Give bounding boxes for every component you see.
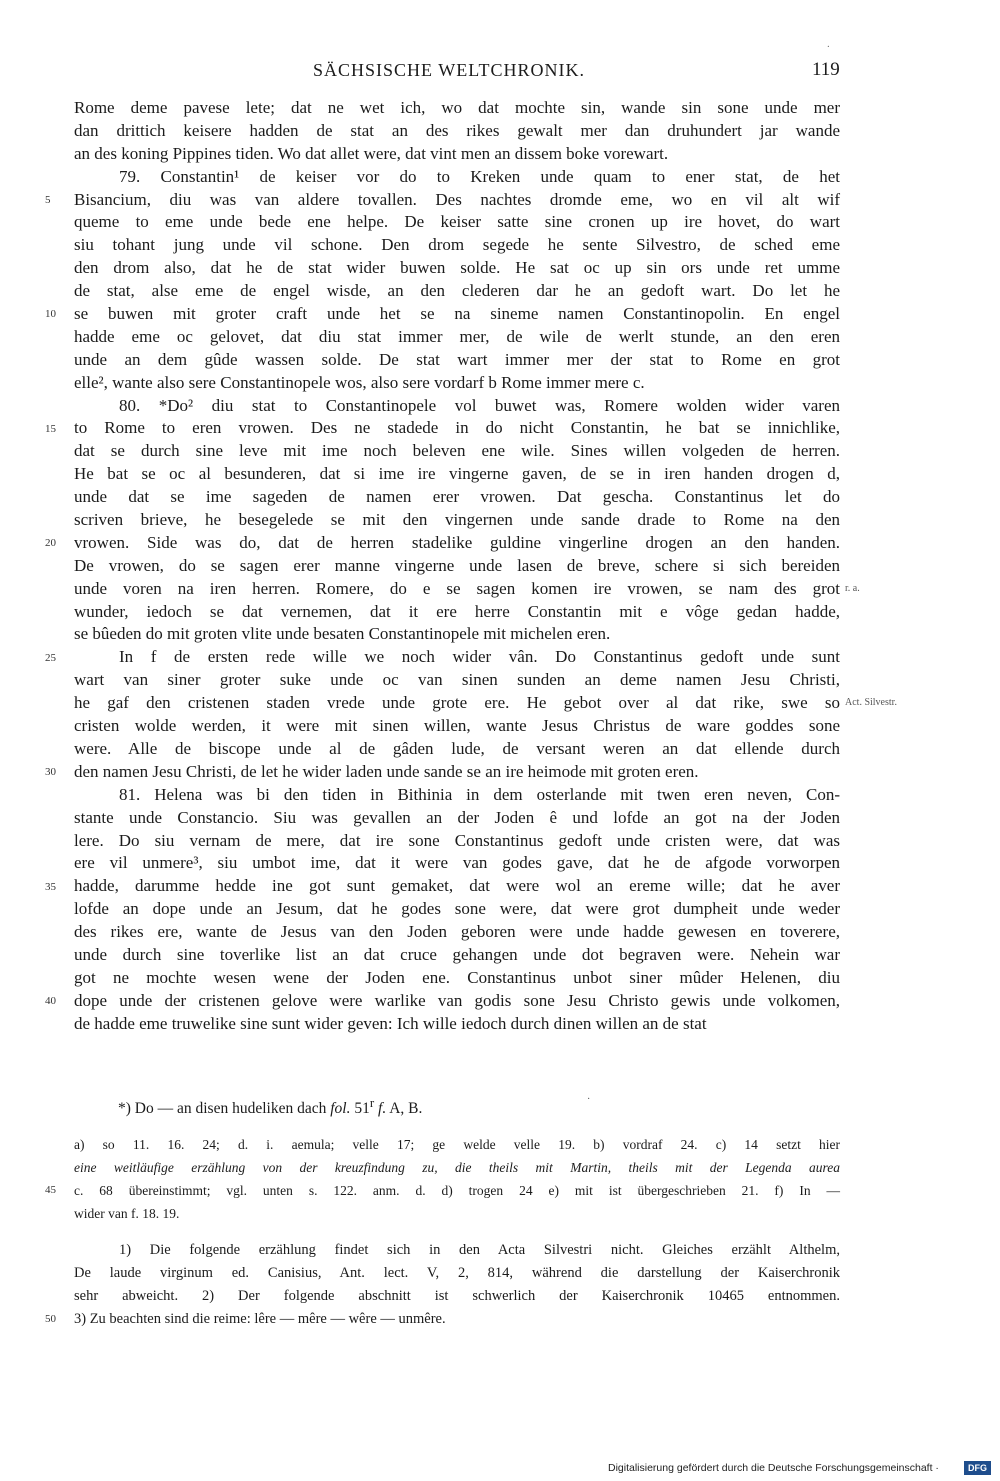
text-line: In f de ersten rede wille we noch wider vân. Do Constantinus gedoft unde sunt (119, 647, 840, 667)
text-line: den namen Jesu Christi, de let he wider laden unde sande se an ire heimode mit groten eren. (74, 761, 699, 781)
variant-readings (74, 1133, 840, 1225)
text-line: hadde eme oc gelovet, dat diu stat immer mer, de wile de werlt stunde, an den eren (74, 326, 840, 346)
text-line: unde an dem gûde wassen solde. De stat wart immer mer der stat to Rome en grot (74, 349, 840, 369)
textual-note (118, 1095, 422, 1118)
variant-line: eine weitläufige erzählung von der kreuzfindung zu, die theils mit Martin, theils mit der Legenda aurea (74, 1160, 840, 1175)
page-number: 119 (812, 59, 840, 80)
text-line: siu tohant jung unde vil schone. Den drom segede he sente Silvestro, de sched eme (74, 235, 840, 255)
text-line: to Rome to eren vrowen. Des ne stadede in do nicht Constantin, he bat se innichlike, (74, 418, 840, 438)
line-number: 30 (45, 766, 56, 779)
text-line: de stat, alse eme de engel wisde, an den clederen dar he an gedoft wart. Do let he (74, 281, 840, 301)
text-line: were. Alle de biscope unde al de gâden lude, de versant weren an dat ellende durch (74, 738, 840, 758)
line-number: 50 (45, 1313, 56, 1325)
text-line: scriven brieve, he besegelede se mit den vingernen unde sande drade to Rome na den (74, 510, 840, 530)
text-line: wart van siner groter suke unde oc van sinen sunden an deme namen Jesu Christi, (74, 670, 840, 690)
note-line: De laude virginum ed. Canisius, Ant. lect. V, 2, 814, während die darstellung der Kaiserchronik (74, 1265, 840, 1281)
margin-note: r. a. (845, 582, 860, 594)
note-line: 1) Die folgende erzählung findet sich in den Acta Silvestri nicht. Gleiches erzählt Althelm, (119, 1242, 840, 1258)
text-line: Rome deme pavese lete; dat ne wet ich, wo dat mochte sin, wande sin sone unde mer (74, 98, 840, 117)
text-line: se buwen mit groter craft unde het se na sineme namen Constantinopolin. En engel (74, 304, 840, 324)
margin-note: Act. Silvestr. (845, 697, 897, 709)
running-head: SÄCHSISCHE WELTCHRONIK. (313, 60, 586, 80)
note-line: sehr abweicht. 2) Der folgende abschnitt ist schwerlich der Kaiserchronik 10465 entnommen. (74, 1288, 840, 1304)
dfg-logo: DFG (964, 1461, 991, 1475)
text-line: stante unde Constancio. Siu was gevallen an der Joden ê und lofde an got na der Joden (74, 807, 840, 827)
chronicle-text (74, 97, 840, 1036)
text-line: se bûeden do mit groten vlite unde besaten Constantinopele mit michelen eren. (74, 624, 611, 644)
text-line: cristen wolde werden, it were mit sinen willen, wante Jesus Christus de ware goddes sone (74, 716, 840, 736)
line-number: 45 (45, 1184, 56, 1196)
text-line: lofde an dope unde an Jesum, dat he godes sone were, dat were grot dumpheit unde weder (74, 899, 840, 919)
line-number: 15 (45, 422, 56, 435)
text-line: got ne mochte wesen wene der Joden ene. Constantinus unbot siner mûder Helenen, diu (74, 967, 840, 987)
text-line: vrowen. Side was do, dat de herren stadelike guldine vingerline drogen an den handen. (74, 532, 840, 552)
text-line: He bat se oc al besunderen, dat si ime ire vingerne gaven, de se in iren handen drogen d, (74, 464, 840, 484)
note-line: 3) Zu beachten sind die reime: lêre — mêre — wêre — unmêre. (74, 1311, 446, 1327)
stray-mark: · (587, 1094, 591, 1105)
text-line: dat se durch sine leve mit ime noch beleven ene wile. Sines willen volgeden de herren. (74, 441, 840, 461)
text-line: de hadde eme truwelike sine sunt wider geven: Ich wille iedoch durch dinen willen an de stat (74, 1013, 707, 1033)
text-line: queme to eme unde bede ene helpe. De keiser satte sine cronen up ire hovet, do wart (74, 212, 840, 232)
text-line: unde durch sine toverlike list an dat cruce gehangen unde dot begraven were. Nehein war (74, 944, 840, 964)
text-line: unde voren na iren herren. Romere, do e se sagen komen ire vrowen, se nam des grot (74, 578, 840, 598)
variant-line: a) so 11. 16. 24; d. i. aemula; velle 17; ge welde velle 19. b) vordraf 24. c) 14 setzt hier (74, 1137, 840, 1152)
text-line: dan drittich keisere hadden de stat an des rikes gewalt mer dan druhundert jar wande (74, 120, 840, 140)
text-line: hadde, darumme hedde ine got sunt gemaket, dat were wol an ereme wille; dat he aver (74, 876, 840, 896)
text-line: wunder, iedoch se dat vernemen, dat it ere herre Constantin mit e vôge gedan hadde, (74, 601, 840, 621)
text-line: des rikes ere, wante de Jesus van den Joden geboren were unde hadde gewesen en toverere, (74, 922, 840, 942)
textual-note-folio: 51 (350, 1100, 370, 1118)
textual-note-text: *) Do — an disen hudeliken dach (118, 1100, 327, 1118)
text-line: 81. Helena was bi den tiden in Bithinia in dem osterlande mit twen eren neven, Con- (119, 784, 840, 804)
line-number: 25 (45, 651, 56, 664)
variant-line: wider van f. 18. 19. (74, 1206, 180, 1221)
line-number: 10 (45, 308, 56, 321)
text-line: elle², wante also sere Constantinopele wos, also sere vordarf b Rome immer mere c. (74, 372, 645, 392)
line-number: 5 (45, 193, 51, 206)
text-line: 79. Constantin¹ de keiser vor do to Kreken unde quam to ener stat, de het (119, 166, 840, 186)
text-line: lere. Do siu vernam de mere, dat ire sone Constantinus gedoft unde cristen were, dat was (74, 830, 840, 850)
edge-mark: . (827, 38, 830, 50)
line-number: 35 (45, 880, 56, 893)
text-line: dope unde der cristenen gelove were warlike van godis sone Jesu Christo gewis unde volkomen, (74, 990, 840, 1010)
text-line: Bisancium, diu was van aldere tovallen. Des nachtes dromde eme, wo en vil alt wif (74, 189, 840, 209)
textual-note-fol: fol. (330, 1100, 351, 1118)
textual-note-f: f. (374, 1100, 387, 1118)
text-line: De vrowen, do se sagen erer manne vingerne unde lasen de breve, schere si sich bereiden (74, 555, 840, 575)
text-line: unde dat se ime sageden de namen erer vrowen. Dat gescha. Constantinus let do (74, 487, 840, 507)
text-line: 80. *Do² diu stat to Constantinopele vol buwet was, Romere wolden wider varen (119, 395, 840, 415)
editorial-notes (74, 1239, 840, 1331)
text-line: he gaf den cristenen staden vrede unde grote ere. He gebot over al dat rike, swe so (74, 693, 840, 713)
text-line: den drom also, dat he de stat wider buwen solde. He sat oc up sin ors unde ret umme (74, 258, 840, 278)
line-number: 20 (45, 537, 56, 550)
text-line: an des koning Pippines tiden. Wo dat allet were, dat vint men an dissem boke vorewart. (74, 143, 669, 163)
variant-line: c. 68 übereinstimmt; vgl. unten s. 122. anm. d. d) trogen 24 e) mit ist übergeschrieben 21. f) In — (74, 1183, 840, 1198)
text-line: ere vil unmere³, siu umbot ime, dat it were van godes gave, dat he de afgode vorworpen (74, 853, 840, 873)
line-number: 40 (45, 995, 56, 1008)
textual-note-recto: r (369, 1095, 375, 1110)
digitization-notice: Digitalisierung gefördert durch die Deutsche Forschungsgemeinschaft · (608, 1462, 939, 1474)
textual-note-mss: A, B. (386, 1100, 423, 1118)
